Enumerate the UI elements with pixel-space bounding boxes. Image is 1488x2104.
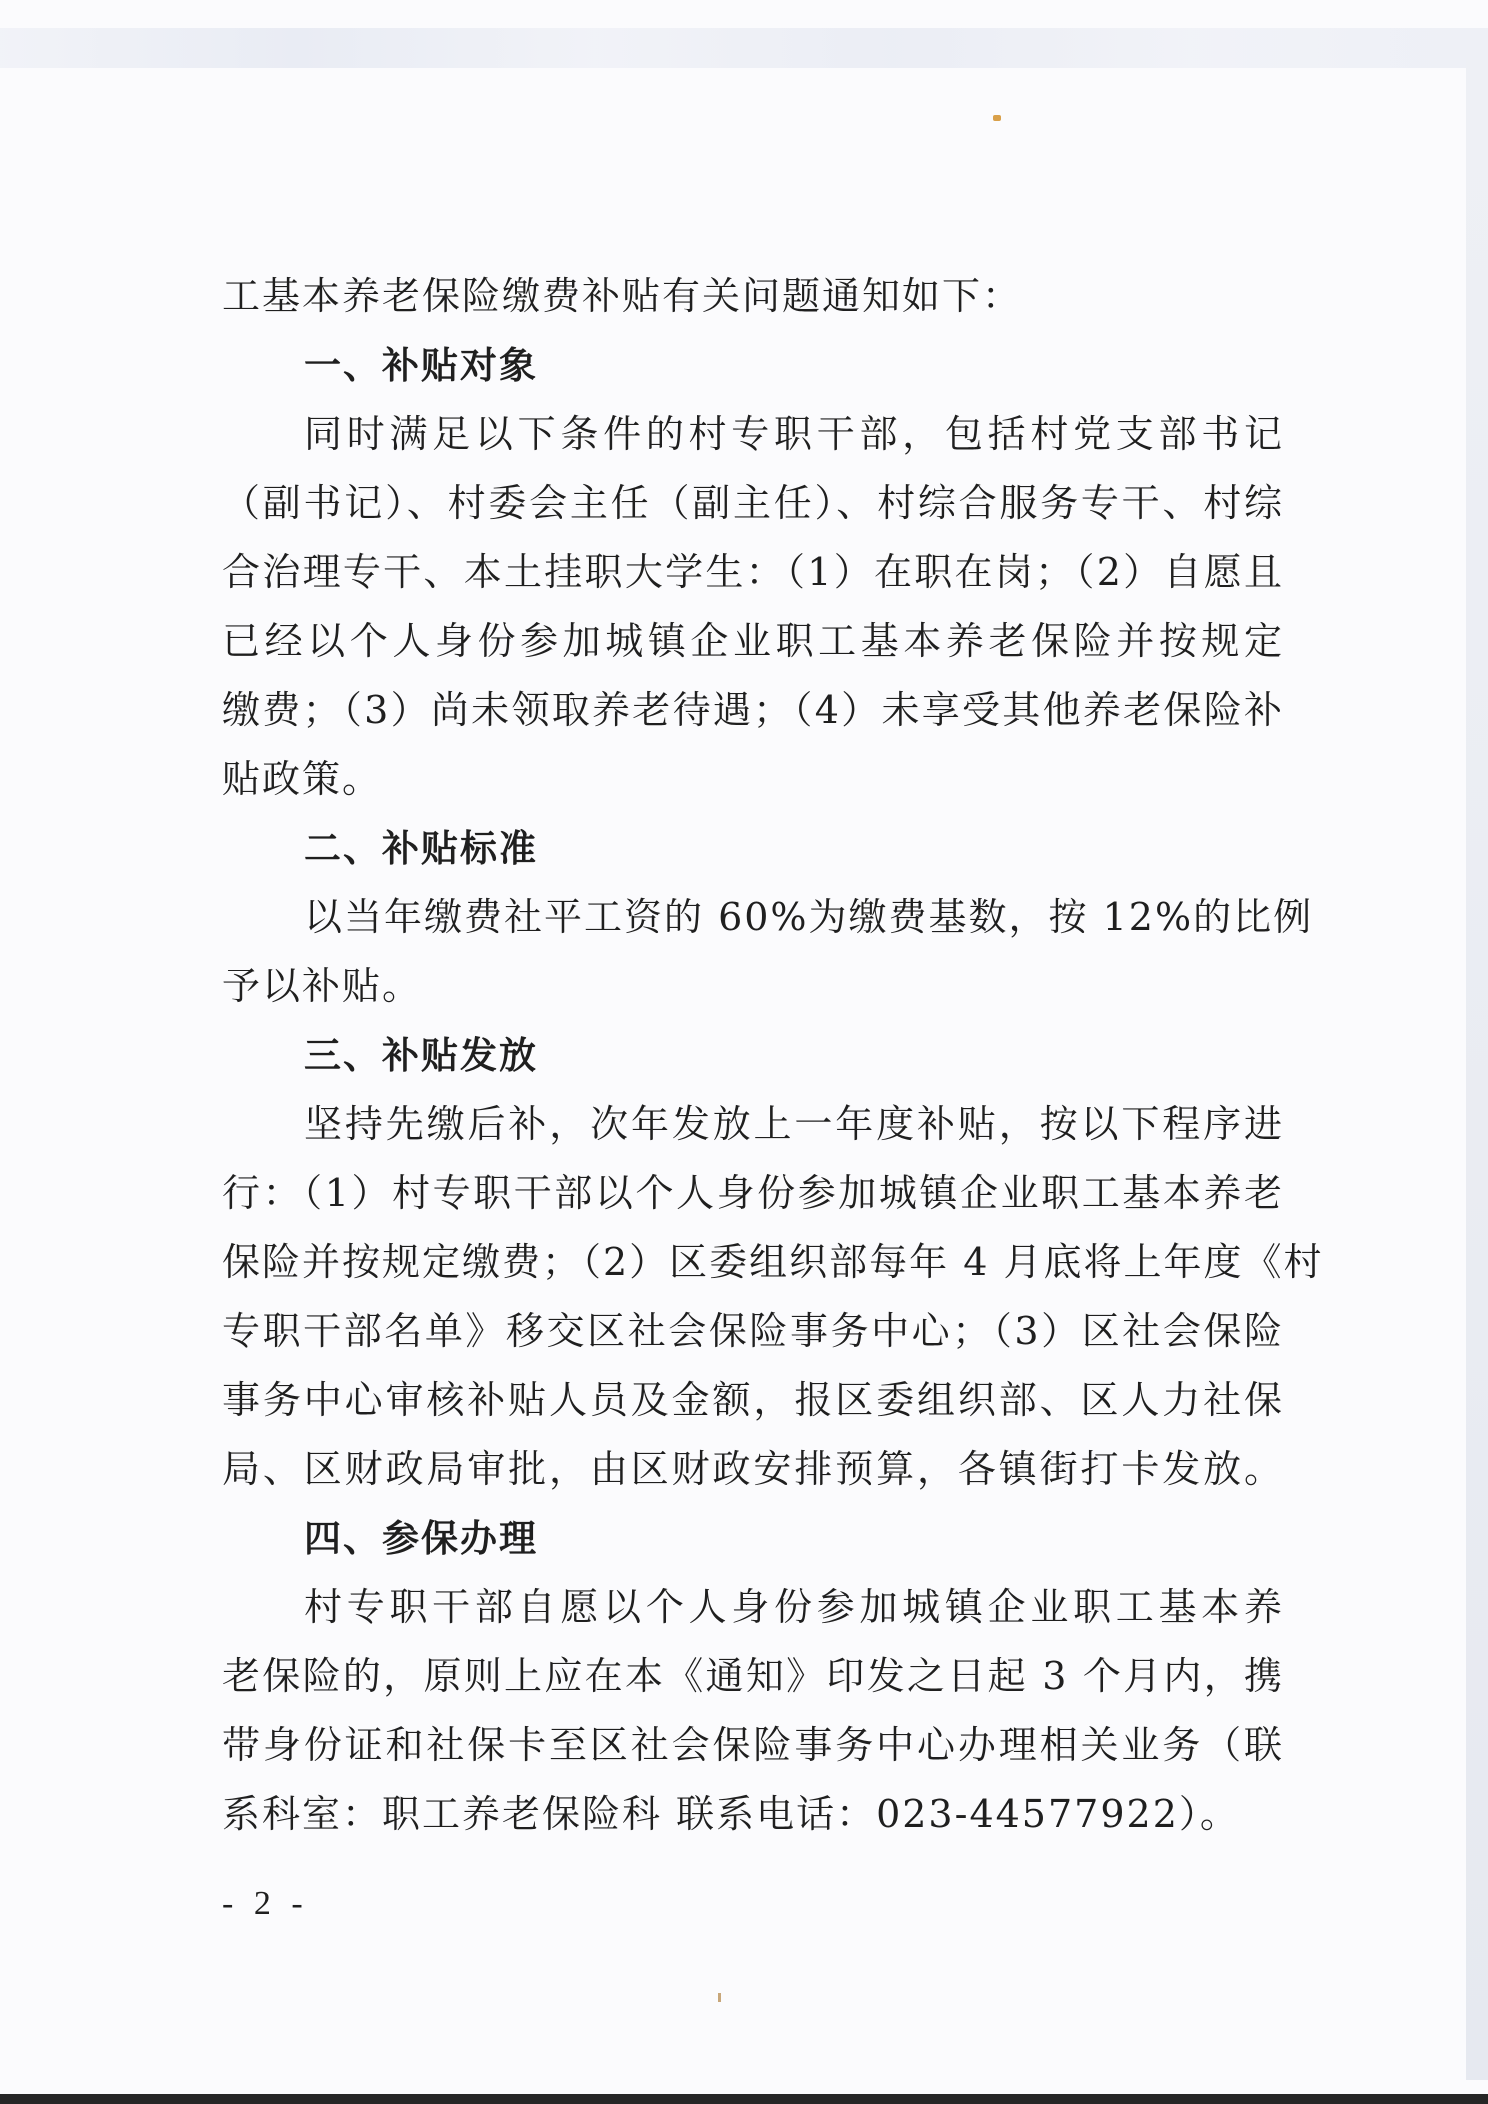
paragraph-line: 老保险的，原则上应在本《通知》印发之日起 3 个月内，携 <box>222 1654 1284 1698</box>
scan-right-edge <box>1466 60 1488 2080</box>
paragraph-line: 坚持先缴后补，次年发放上一年度补贴，按以下程序进 <box>304 1102 1284 1146</box>
paragraph-line: 以当年缴费社平工资的 60%为缴费基数，按 12%的比例 <box>304 895 1314 939</box>
scan-mark <box>718 1993 721 2002</box>
paragraph-line: 局、区财政局审批，由区财政安排预算，各镇街打卡发放。 <box>222 1447 1284 1491</box>
paragraph-line: 工基本养老保险缴费补贴有关问题通知如下： <box>222 274 1023 318</box>
section-heading: 四、参保办理 <box>304 1517 538 1560</box>
paragraph-line: 合治理专干、本土挂职大学生：（1）在职在岗；（2）自愿且 <box>222 550 1284 594</box>
section-heading: 一、补贴对象 <box>304 344 538 387</box>
paragraph-line: 缴费；（3）尚未领取养老待遇；（4）未享受其他养老保险补 <box>222 688 1284 732</box>
document-body <box>222 262 1324 1849</box>
paragraph-line: 已经以个人身份参加城镇企业职工基本养老保险并按规定 <box>222 619 1284 663</box>
paragraph-line: 贴政策。 <box>222 757 383 801</box>
scan-bottom-edge <box>0 2094 1488 2104</box>
paragraph-line: 带身份证和社保卡至区社会保险事务中心办理相关业务（联 <box>222 1723 1284 1767</box>
paragraph-line: 行：（1）村专职干部以个人身份参加城镇企业职工基本养老 <box>222 1171 1284 1215</box>
section-heading: 三、补贴发放 <box>304 1034 538 1077</box>
paragraph-line: 事务中心审核补贴人员及金额，报区委组织部、区人力社保 <box>222 1378 1284 1422</box>
section-heading: 二、补贴标准 <box>304 827 538 870</box>
paragraph-line: 予以补贴。 <box>222 964 423 1008</box>
scan-top-band <box>0 28 1488 68</box>
paragraph-line: 专职干部名单》移交区社会保险事务中心；（3）区社会保险 <box>222 1309 1284 1353</box>
scan-mark <box>993 115 1001 121</box>
paragraph-line: 保险并按规定缴费；（2）区委组织部每年 4 月底将上年度《村 <box>222 1240 1324 1284</box>
paragraph-line: 同时满足以下条件的村专职干部，包括村党支部书记 <box>304 412 1284 456</box>
page-number: - 2 - <box>222 1885 309 1922</box>
paragraph-line: 系科室：职工养老保险科 联系电话：023-44577922）。 <box>222 1792 1240 1836</box>
paragraph-line: 村专职干部自愿以个人身份参加城镇企业职工基本养 <box>304 1585 1284 1629</box>
paragraph-line: （副书记）、村委会主任（副主任）、村综合服务专干、村综 <box>222 481 1284 525</box>
